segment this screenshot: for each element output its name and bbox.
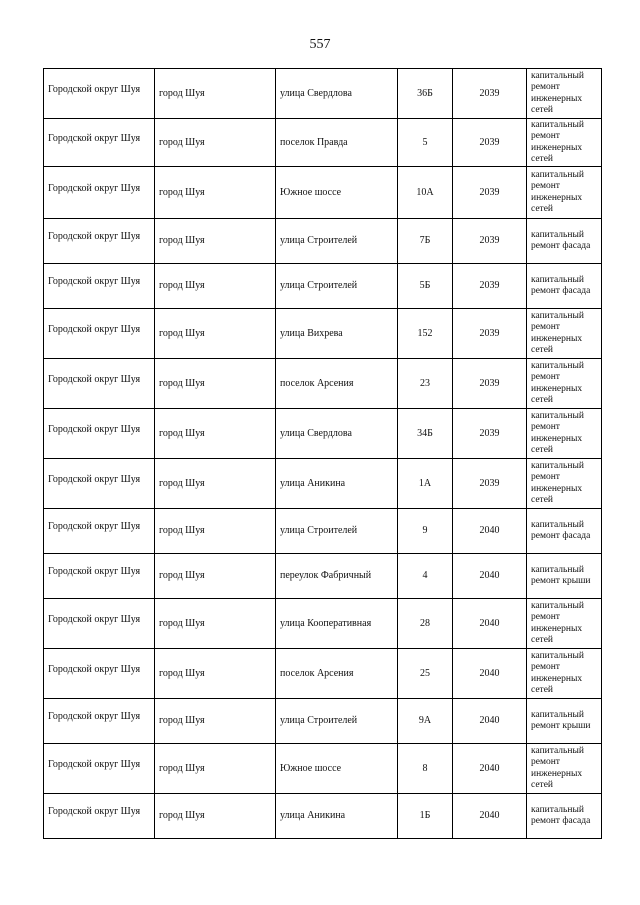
- year-cell: 2040: [453, 744, 527, 794]
- district-cell: [44, 409, 155, 459]
- district-cell: [44, 744, 155, 794]
- house-number-cell: 152: [398, 309, 453, 359]
- city-cell: город Шуя: [155, 359, 276, 409]
- year-cell: 2039: [453, 167, 527, 219]
- street-cell: улица Строителей: [276, 264, 398, 309]
- city-cell: город Шуя: [155, 119, 276, 167]
- district-cell: [44, 119, 155, 167]
- work-type-cell: капитальный ремонт фасада: [527, 264, 602, 309]
- city-cell: город Шуя: [155, 167, 276, 219]
- district-cell: [44, 219, 155, 264]
- work-type-cell: капитальный ремонт крыши: [527, 554, 602, 599]
- city-cell: город Шуя: [155, 649, 276, 699]
- year-cell: 2040: [453, 554, 527, 599]
- house-number-cell: 25: [398, 649, 453, 699]
- year-cell: 2039: [453, 409, 527, 459]
- work-type-cell: капитальный ремонт инженерных сетей: [527, 599, 602, 649]
- table-row: [44, 167, 602, 219]
- street-cell: улица Кооперативная: [276, 599, 398, 649]
- year-cell: 2040: [453, 599, 527, 649]
- work-type-cell: капитальный ремонт инженерных сетей: [527, 649, 602, 699]
- table-row: [44, 599, 602, 649]
- year-cell: 2040: [453, 649, 527, 699]
- table-row: [44, 794, 602, 839]
- district-text: Городской округ Шуя: [48, 521, 141, 532]
- city-cell: город Шуя: [155, 409, 276, 459]
- city-cell: город Шуя: [155, 459, 276, 509]
- district-cell: [44, 167, 155, 219]
- table-row: [44, 649, 602, 699]
- work-type-cell: капитальный ремонт инженерных сетей: [527, 409, 602, 459]
- district-cell: [44, 554, 155, 599]
- district-cell: [44, 359, 155, 409]
- district-cell: [44, 69, 155, 119]
- city-cell: город Шуя: [155, 69, 276, 119]
- district-text: Городской округ Шуя: [48, 613, 141, 625]
- house-number-cell: 10А: [398, 167, 453, 219]
- work-type-cell: капитальный ремонт инженерных сетей: [527, 359, 602, 409]
- work-type-cell: капитальный ремонт крыши: [527, 699, 602, 744]
- work-type-cell: капитальный ремонт инженерных сетей: [527, 309, 602, 359]
- district-text: Городской округ Шуя: [48, 423, 141, 435]
- district-cell: [44, 649, 155, 699]
- house-number-cell: 1Б: [398, 794, 453, 839]
- district-text: Городской округ Шуя: [48, 231, 141, 242]
- street-cell: переулок Фабричный: [276, 554, 398, 599]
- district-text: Городской округ Шуя: [48, 276, 141, 287]
- district-text: Городской округ Шуя: [48, 182, 141, 194]
- table-body: [44, 69, 602, 839]
- city-cell: город Шуя: [155, 264, 276, 309]
- house-number-cell: 8: [398, 744, 453, 794]
- work-type-cell: капитальный ремонт инженерных сетей: [527, 744, 602, 794]
- year-cell: 2040: [453, 699, 527, 744]
- district-text: Городской округ Шуя: [48, 566, 141, 577]
- city-cell: город Шуя: [155, 744, 276, 794]
- district-cell: [44, 509, 155, 554]
- street-cell: улица Свердлова: [276, 409, 398, 459]
- table-row: [44, 459, 602, 509]
- city-cell: город Шуя: [155, 794, 276, 839]
- table-row: [44, 264, 602, 309]
- house-number-cell: 28: [398, 599, 453, 649]
- city-cell: город Шуя: [155, 554, 276, 599]
- district-cell: [44, 599, 155, 649]
- street-cell: поселок Правда: [276, 119, 398, 167]
- street-cell: улица Строителей: [276, 219, 398, 264]
- house-number-cell: 5: [398, 119, 453, 167]
- district-text: Городской округ Шуя: [48, 323, 141, 335]
- street-cell: Южное шоссе: [276, 167, 398, 219]
- city-cell: город Шуя: [155, 309, 276, 359]
- table-row: [44, 409, 602, 459]
- district-cell: [44, 309, 155, 359]
- work-type-cell: капитальный ремонт инженерных сетей: [527, 69, 602, 119]
- page-number: 557: [309, 37, 331, 52]
- district-text: Городской округ Шуя: [48, 473, 141, 485]
- street-cell: поселок Арсения: [276, 359, 398, 409]
- district-cell: [44, 459, 155, 509]
- house-number-cell: 1А: [398, 459, 453, 509]
- street-cell: улица Свердлова: [276, 69, 398, 119]
- house-number-cell: 36Б: [398, 69, 453, 119]
- work-type-cell: капитальный ремонт инженерных сетей: [527, 167, 602, 219]
- year-cell: 2039: [453, 69, 527, 119]
- street-cell: поселок Арсения: [276, 649, 398, 699]
- house-number-cell: 4: [398, 554, 453, 599]
- city-cell: город Шуя: [155, 599, 276, 649]
- table-row: [44, 554, 602, 599]
- year-cell: 2039: [453, 459, 527, 509]
- year-cell: 2039: [453, 119, 527, 167]
- table-row: [44, 219, 602, 264]
- street-cell: улица Строителей: [276, 509, 398, 554]
- work-type-cell: капитальный ремонт фасада: [527, 219, 602, 264]
- house-number-cell: 7Б: [398, 219, 453, 264]
- year-cell: 2039: [453, 359, 527, 409]
- city-cell: город Шуя: [155, 219, 276, 264]
- house-number-cell: 23: [398, 359, 453, 409]
- street-cell: улица Строителей: [276, 699, 398, 744]
- table-row: [44, 359, 602, 409]
- house-number-cell: 5Б: [398, 264, 453, 309]
- city-cell: город Шуя: [155, 509, 276, 554]
- repair-schedule-table: [43, 68, 602, 839]
- table-row: [44, 699, 602, 744]
- year-cell: 2039: [453, 309, 527, 359]
- street-cell: улица Аникина: [276, 794, 398, 839]
- work-type-cell: капитальный ремонт фасада: [527, 509, 602, 554]
- work-type-cell: капитальный ремонт фасада: [527, 794, 602, 839]
- house-number-cell: 9: [398, 509, 453, 554]
- table-row: [44, 309, 602, 359]
- work-type-cell: капитальный ремонт инженерных сетей: [527, 459, 602, 509]
- table-row: [44, 119, 602, 167]
- district-text: Городской округ Шуя: [48, 83, 141, 95]
- district-cell: [44, 264, 155, 309]
- table-row: [44, 509, 602, 554]
- district-text: Городской округ Шуя: [48, 758, 141, 770]
- district-cell: [44, 794, 155, 839]
- year-cell: 2040: [453, 509, 527, 554]
- city-cell: город Шуя: [155, 699, 276, 744]
- district-text: Городской округ Шуя: [48, 373, 141, 385]
- district-text: Городской округ Шуя: [48, 711, 141, 722]
- year-cell: 2040: [453, 794, 527, 839]
- district-cell: [44, 699, 155, 744]
- street-cell: Южное шоссе: [276, 744, 398, 794]
- table-row: [44, 69, 602, 119]
- year-cell: 2039: [453, 264, 527, 309]
- street-cell: улица Аникина: [276, 459, 398, 509]
- house-number-cell: 34Б: [398, 409, 453, 459]
- year-cell: 2039: [453, 219, 527, 264]
- district-text: Городской округ Шуя: [48, 663, 141, 675]
- district-text: Городской округ Шуя: [48, 132, 141, 144]
- house-number-cell: 9А: [398, 699, 453, 744]
- table-row: [44, 744, 602, 794]
- street-cell: улица Вихрева: [276, 309, 398, 359]
- district-text: Городской округ Шуя: [48, 806, 141, 817]
- work-type-cell: капитальный ремонт инженерных сетей: [527, 119, 602, 167]
